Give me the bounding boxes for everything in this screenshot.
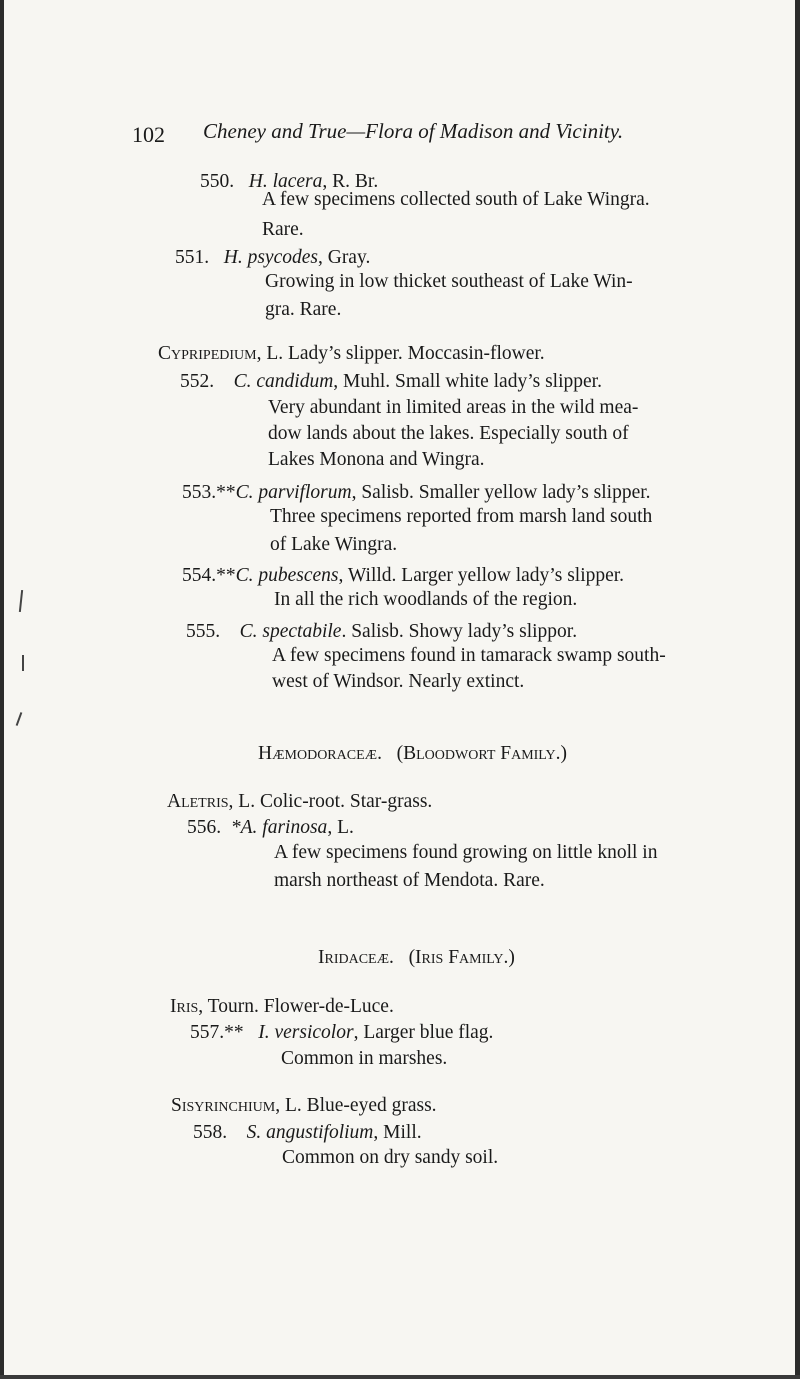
entry-number: 555. (186, 621, 221, 642)
entry-555-note-1: A few specimens found in tamarack swamp south- (272, 645, 666, 666)
entry-552-note-3: Lakes Monona and Wingra. (268, 449, 485, 470)
species-name: S. angustifolium (246, 1122, 374, 1143)
scan-mark (22, 655, 24, 671)
genus-description: , Tourn. Flower-de-Luce. (198, 996, 394, 1017)
entry-550-note-1: A few specimens collected south of Lake Wingra. (262, 189, 650, 210)
entry-557-note-1: Common in marshes. (281, 1048, 448, 1069)
family-name: Hæmodoraceæ. (258, 743, 382, 764)
species-authority: , L. (327, 817, 354, 838)
scan-mark (19, 590, 23, 612)
entry-552-heading (180, 372, 602, 392)
scan-border-bottom (0, 1375, 800, 1379)
entry-number: 558. (193, 1122, 228, 1143)
entry-551-note-1: Growing in low thicket southeast of Lake Win- (265, 271, 633, 292)
entry-557-heading (190, 1023, 493, 1043)
entry-number: 551. (175, 247, 210, 268)
genus-name: Iris (170, 996, 199, 1017)
entry-556-note-2: marsh northeast of Mendota. Rare. (274, 870, 545, 891)
species-authority: . Salisb. Showy lady’s slippor. (341, 621, 578, 642)
entry-555-note-2: west of Windsor. Nearly extinct. (272, 671, 525, 692)
species-authority: , R. Br. (322, 171, 379, 192)
species-name: H. lacera (248, 171, 323, 192)
entry-553-note-1: Three specimens reported from marsh land south (270, 506, 653, 527)
species-authority: , Mill. (373, 1122, 422, 1143)
entry-number: 552. (180, 371, 215, 392)
family-name: Iridaceæ. (318, 947, 394, 968)
scan-mark (16, 712, 23, 726)
genus-name: Cypripedium (158, 343, 257, 364)
entry-558-note-1: Common on dry sandy soil. (282, 1147, 499, 1168)
family-common-name: (Iris Family.) (408, 947, 515, 968)
entry-556-heading (187, 818, 354, 838)
species-name: C. parviflorum (235, 482, 352, 503)
genus-aletris (167, 792, 432, 812)
entry-554-note-1: In all the rich woodlands of the region. (274, 589, 578, 610)
species-name: I. versicolor (258, 1022, 354, 1043)
scan-border-left (0, 0, 4, 1379)
entry-number: 554.** (182, 565, 236, 586)
entry-553-note-2: of Lake Wingra. (270, 534, 398, 555)
entry-554-heading (182, 566, 624, 586)
entry-558-heading (193, 1123, 422, 1143)
species-name: *A. farinosa (230, 817, 328, 838)
entry-551-heading (175, 248, 370, 268)
genus-sisyrinchium (171, 1096, 437, 1116)
genus-iris (170, 997, 394, 1017)
species-authority: , Muhl. Small white lady’s slipper. (333, 371, 602, 392)
entry-number: 557.** (190, 1022, 244, 1043)
species-name: C. candidum (233, 371, 334, 392)
genus-name: Sisyrinchium (171, 1095, 276, 1116)
entry-556-note-1: A few specimens found growing on little knoll in (274, 842, 658, 863)
genus-cypripedium (158, 344, 545, 364)
page-number: 102 (132, 122, 165, 147)
family-iridaceae (318, 948, 515, 968)
genus-description: , L. Blue-eyed grass. (275, 1095, 437, 1116)
species-name: C. pubescens (235, 565, 339, 586)
species-name: H. psycodes (223, 247, 318, 268)
entry-552-note-1: Very abundant in limited areas in the wild mea- (268, 397, 639, 418)
entry-551-note-2: gra. Rare. (265, 299, 342, 320)
entry-number: 556. (187, 817, 222, 838)
running-title: Cheney and True—Flora of Madison and Vicinity. (203, 119, 624, 143)
species-authority: , Larger blue flag. (353, 1022, 494, 1043)
entry-550-note-2: Rare. (262, 219, 304, 240)
entry-555-heading (186, 622, 577, 642)
genus-description: , L. Lady’s slipper. Moccasin-flower. (256, 343, 545, 364)
species-name: C. spectabile (239, 621, 342, 642)
entry-number: 553.** (182, 482, 236, 503)
entry-552-note-2: dow lands about the lakes. Especially south of (268, 423, 629, 444)
family-common-name: (Bloodwort Family.) (396, 743, 567, 764)
family-haemodoraceae (258, 744, 567, 764)
species-authority: , Salisb. Smaller yellow lady’s slipper. (351, 482, 651, 503)
scan-border-right (795, 0, 800, 1379)
entry-number: 550. (200, 171, 235, 192)
entry-553-heading (182, 483, 651, 503)
species-authority: , Willd. Larger yellow lady’s slipper. (338, 565, 625, 586)
genus-name: Aletris (167, 791, 229, 812)
species-authority: , Gray. (317, 247, 371, 268)
genus-description: , L. Colic-root. Star-grass. (228, 791, 433, 812)
